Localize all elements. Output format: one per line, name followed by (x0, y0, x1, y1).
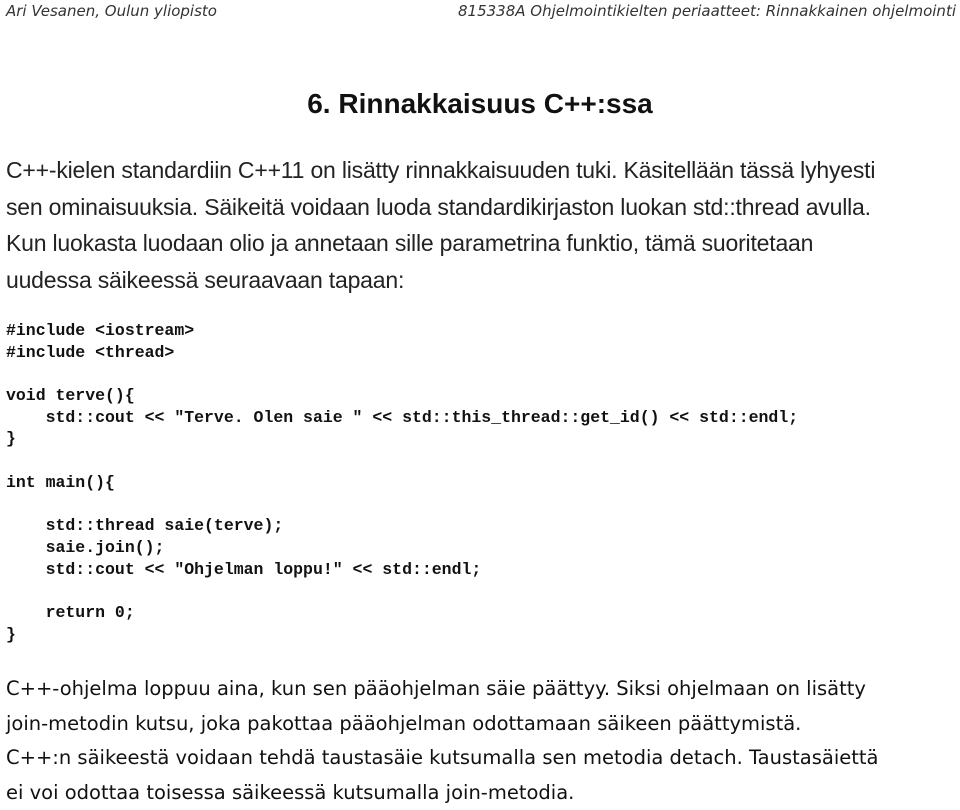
outro-paragraph (6, 672, 958, 810)
intro-paragraph (6, 152, 956, 298)
outro-line: ei voi odottaa toisessa säikeessä kutsumalla join-metodia. (6, 780, 575, 804)
code-line: int main(){ (6, 472, 115, 492)
intro-line: Kun luokasta luodaan olio ja annetaan sille parametrina funktio, tämä suoritetaan (6, 230, 814, 256)
intro-line: uudessa säikeessä seuraavaan tapaan: (6, 266, 405, 293)
code-line: #include <iostream> (6, 321, 195, 340)
code-line: } (6, 429, 16, 449)
code-line: #include <thread> (6, 342, 175, 362)
code-line: std::thread saie(terve); (6, 516, 284, 536)
page-header (0, 0, 960, 24)
code-line (6, 450, 956, 472)
outro-line: C++-ohjelma loppuu aina, kun sen pääohjelman säie päättyy. Siksi ohjelmaan on lisätty (6, 677, 866, 700)
code-listing (6, 320, 956, 645)
outro-line: C++:n säikeestä voidaan tehdä taustasäie kutsumalla sen metodia detach. Taustasäiettä (6, 746, 879, 769)
section-title: 6. Rinnakkaisuus C++:ssa (307, 88, 653, 119)
intro-line: sen ominaisuuksia. Säikeitä voidaan luoda standardikirjaston luokan std::thread avulla. (6, 193, 871, 220)
code-line (6, 580, 956, 602)
header-course: 815338A Ohjelmointikielten periaatteet: Rinnakkainen ohjelmointi (457, 2, 956, 20)
code-line: std::cout << "Terve. Olen saie " << std::this_thread::get_id() << std::endl; (6, 407, 799, 427)
code-line: } (6, 624, 16, 644)
code-line: return 0; (6, 602, 135, 622)
code-line: saie.join(); (6, 537, 165, 557)
code-line: void terve(){ (6, 386, 135, 406)
code-line: std::cout << "Ohjelman loppu!" << std::endl; (6, 559, 482, 579)
code-line (6, 494, 956, 516)
header-author: Ari Vesanen, Oulun yliopisto (6, 2, 217, 20)
code-line (6, 363, 956, 385)
outro-line: join-metodin kutsu, joka pakottaa pääohjelman odottamaan säikeen päättymistä. (6, 711, 802, 735)
intro-line: C++-kielen standardiin C++11 on lisätty rinnakkaisuuden tuki. Käsitellään tässä lyhyesti (6, 157, 876, 183)
